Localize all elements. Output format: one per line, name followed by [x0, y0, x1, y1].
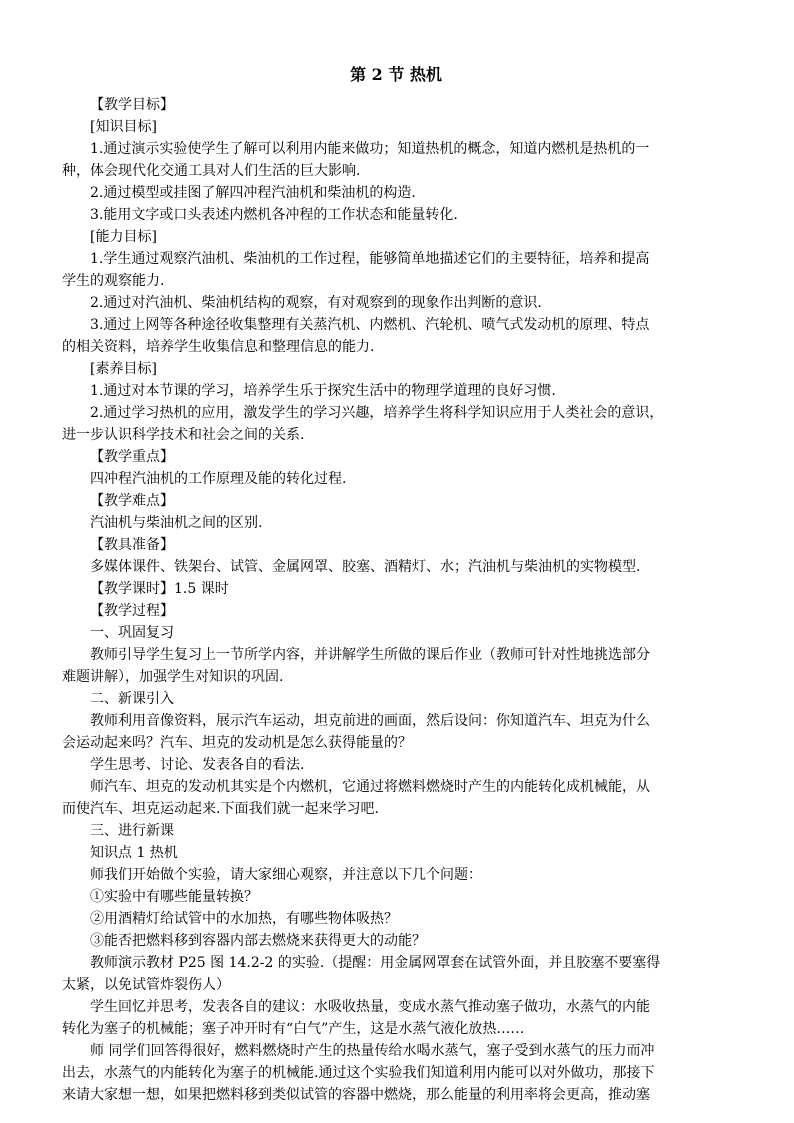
text-line: 3.通过上网等各种途径收集整理有关蒸汽机、内燃机、汽轮机、喷气式发动机的原理、特点: [90, 317, 650, 333]
text-line: 【教学重点】: [90, 449, 174, 465]
text-line: 知识点 1 热机: [90, 845, 178, 861]
text-line: 【教学课时】1.5 课时: [90, 581, 229, 597]
document-page: [62, 62, 730, 1106]
text-line: 出去，水蒸气的内能转化为塞子的机械能.通过这个实验我们知道利用内能可以对外做功，那接下: [62, 1065, 655, 1081]
text-line: 【教具准备】: [90, 537, 174, 553]
text-line: [知识目标]: [90, 119, 157, 135]
text-line: 教师利用音像资料，展示汽车运动，坦克前进的画面，然后设问：你知道汽车、坦克为什么: [90, 713, 650, 729]
text-line: 难题讲解），加强学生对知识的巩固.: [62, 669, 284, 685]
text-line: 1.通过演示实验使学生了解可以利用内能来做功；知道热机的概念，知道内燃机是热机的一: [90, 141, 650, 157]
text-line: 学生的观察能力.: [62, 273, 165, 289]
text-line: 四冲程汽油机的工作原理及能的转化过程.: [90, 471, 347, 487]
text-line: 1.通过对本节课的学习，培养学生乐于探究生活中的物理学道理的良好习惯.: [90, 383, 556, 399]
text-line: 二、新课引入: [90, 691, 174, 707]
text-line: 一、巩固复习: [90, 625, 174, 641]
text-line: 1.学生通过观察汽油机、柴油机的工作过程，能够简单地描述它们的主要特征，培养和提高: [90, 251, 650, 267]
text-line: 转化为塞子的机械能；塞子冲开时有“白气”产生，这是水蒸气液化放热……: [62, 1021, 525, 1037]
text-line: ②用酒精灯给试管中的水加热，有哪些物体吸热？: [90, 911, 398, 927]
text-line: 的相关资料，培养学生收集信息和整理信息的能力.: [62, 339, 375, 355]
text-line: 会运动起来吗？汽车、坦克的发动机是怎么获得能量的？: [62, 735, 412, 751]
text-line: 种，体会现代化交通工具对人们生活的巨大影响.: [62, 163, 361, 179]
text-line: 【教学难点】: [90, 493, 174, 509]
text-line: 学生思考、讨论、发表各自的看法.: [90, 757, 305, 773]
text-line: [能力目标]: [90, 229, 157, 245]
text-line: ①实验中有哪些能量转换？: [90, 889, 258, 905]
page-title: 第 2 节 热机: [350, 65, 442, 84]
text-line: 多媒体课件、铁架台、试管、金属网罩、胶塞、酒精灯、水；汽油机与柴油机的实物模型.: [90, 559, 641, 575]
text-line: 进一步认识科学技术和社会之间的关系.: [62, 427, 305, 443]
text-line: 教师演示教材 P25 图 14.2-2 的实验.（提醒：用金属网罩套在试管外面，并且胶塞不要塞得: [90, 955, 661, 971]
text-line: 2.通过模型或挂图了解四冲程汽油机和柴油机的构造.: [90, 185, 416, 201]
text-line: 三、进行新课: [90, 823, 174, 839]
text-line: 太紧，以免试管炸裂伤人）: [62, 977, 230, 993]
text-line: 2.通过学习热机的应用，激发学生的学习兴趣，培养学生将科学知识应用于人类社会的意识，: [90, 405, 664, 421]
text-line: 来请大家想一想，如果把燃料移到类似试管的容器中燃烧，那么能量的利用率将会更高，推动塞: [62, 1087, 650, 1103]
text-line: 师汽车、坦克的发动机其实是个内燃机，它通过将燃料燃烧时产生的内能转化成机械能，从: [90, 779, 650, 795]
text-line: 师 同学们回答得很好，燃料燃烧时产生的热量传给水喝水蒸气，塞子受到水蒸气的压力而冲: [90, 1043, 655, 1059]
text-line: ③能否把燃料移到容器内部去燃烧来获得更大的动能？: [90, 933, 426, 949]
text-line: 【教学过程】: [90, 603, 174, 619]
text-line: 汽油机与柴油机之间的区别.: [90, 515, 263, 531]
text-line: 3.能用文字或口头表述内燃机各冲程的工作状态和能量转化.: [90, 207, 458, 223]
text-line: 教师引导学生复习上一节所学内容，并讲解学生所做的课后作业（教师可针对性地挑选部分: [90, 647, 650, 663]
text-line: 2.通过对汽油机、柴油机结构的观察，有对观察到的现象作出判断的意识.: [90, 295, 542, 311]
text-line: 学生回忆并思考，发表各自的建议：水吸收热量，变成水蒸气推动塞子做功，水蒸气的内能: [90, 999, 650, 1015]
text-line: 【教学目标】: [90, 97, 174, 113]
text-line: 而使汽车、坦克运动起来.下面我们就一起来学习吧.: [62, 801, 379, 817]
text-line: 师我们开始做个实验，请大家细心观察，并注意以下几个问题：: [90, 867, 482, 883]
text-line: [素养目标]: [90, 361, 157, 377]
document-body: [62, 94, 730, 1106]
